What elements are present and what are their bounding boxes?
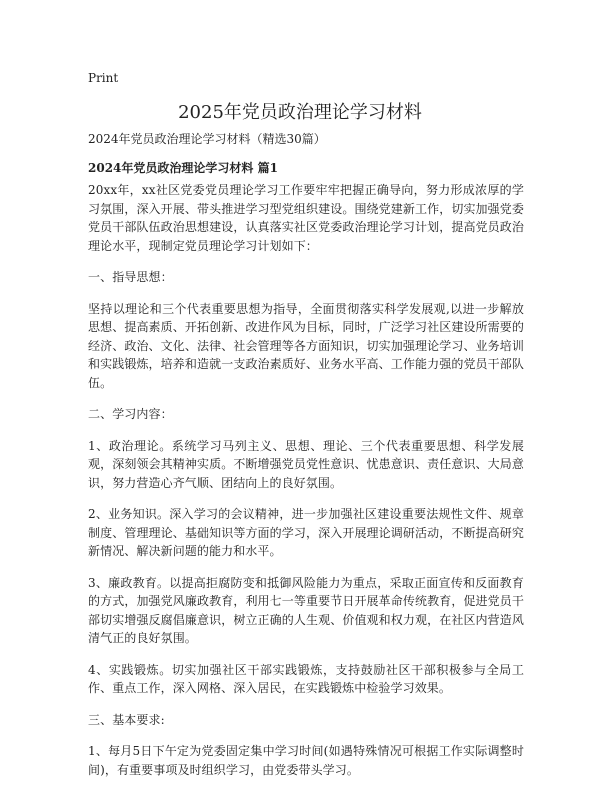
document-title: 2025年党员政治理论学习材料	[178, 102, 422, 123]
study-item-practice: 4、实践锻炼。切实加强社区干部实践锻炼，支持鼓励社区干部积极参与全局工作、重点工作，深入网格、深入居民，在实践锻炼中检验学习效果。	[88, 662, 524, 695]
study-item-political-theory: 1、政治理论。系统学习马列主义、思想、理论、三个代表重要思想、科学发展观，深刻领会其精神实质。不断增强党员党性意识、忧患意识、责任意识、大局意识，努力营造心齐气顺、团结向上的良好氛围。	[88, 438, 524, 490]
section-heading: 2024年党员政治理论学习材料 篇1	[88, 161, 278, 175]
study-item-business-knowledge: 2、业务知识。深入学习的会议精神，进一步加强社区建设重要法规性文件、规章制度、管理理论、基础知识等方面的学习，深入开展理论调研活动，不断提高研究新情况、解决新问题的能力和水平。	[88, 507, 524, 558]
study-item-integrity-education: 3、廉政教育。以提高拒腐防变和抵御风险能力为重点，采取正面宣传和反面教育的方式，加强党风廉政教育，利用七一等重要节日开展革命传统教育，促进党员干部切实增强反腐倡廉意识，树立正确的人生观、价值观和权力观，在社区内营造风清气正的良好氛围。	[88, 575, 524, 645]
heading-basic-requirements: 三、基本要求:	[88, 712, 165, 727]
print-link[interactable]: Print	[88, 71, 119, 85]
requirement-item-1: 1、每月5日下午定为党委固定集中学习时间(如遇特殊情况可根据工作实际调整时间)，有重要事项及时组织学习，由党委带头学习。	[88, 744, 524, 777]
guiding-ideology-paragraph: 坚持以理论和三个代表重要思想为指导，全面贯彻落实科学发展观,以进一步解放思想、提高素质、开拓创新、改进作风为目标，同时，广泛学习社区建设所需要的经济、政治、文化、法律、社会管理等各方面知识，切实加强理论学习、业务培训和实践锻炼，培养和造就一支政治素质好、业务水平高、工作能力强的党员干部队伍。	[88, 301, 524, 390]
intro-paragraph: 20xx年，xx社区党委党员理论学习工作要牢牢把握正确导向，努力形成浓厚的学习氛围，深入开展、带头推进学习型党组织建设。围绕党建新工作，切实加强党委党员干部队伍政治思想建设，认真落实社区党委政治理论学习计划，提高党员政治理论水平，现制定党员理论学习计划如下：	[88, 183, 524, 253]
heading-guiding-ideology: 一、指导思想：	[88, 270, 173, 284]
document-subtitle: 2024年党员政治理论学习材料（精选30篇）	[88, 132, 326, 146]
document-body	[88, 181, 524, 792]
heading-study-content: 二、学习内容：	[88, 407, 173, 421]
